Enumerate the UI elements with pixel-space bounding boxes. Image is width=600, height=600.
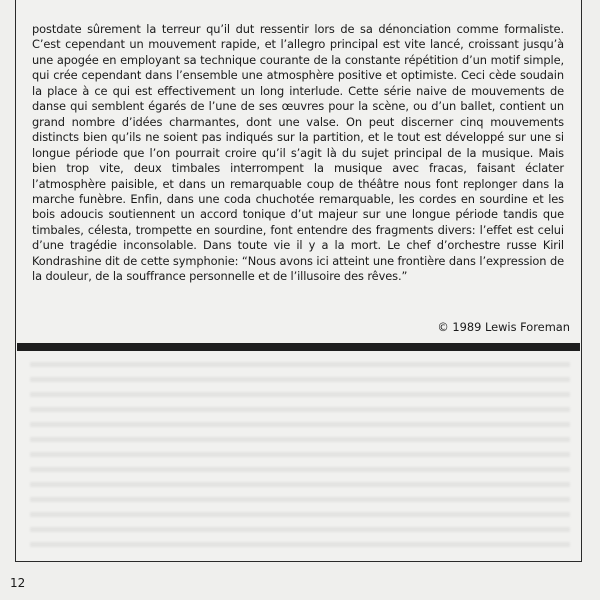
article-body: postdate sûrement la terreur qu’il dut ressentir lors de sa dénonciation comme formaliste. C’est cependant un mouvement rapide, et l’allegro principal est vite lancé, croissant jusqu’à une apogée en employant sa technique courante de la constante répétition d’un motif simple, qui crée cependant dans l’ensemble une atmosphère positive et optimiste. Ceci cède soudain la place à ce qui est effectivement un long interlude. Cette série naive de mouvements de danse qui semblent égarés de l’une de ses œuvres pour la scène, ou d’un ballet, contient un grand nombre d’idées charmantes, dont une valse. On peut discerner cinq mouvements distincts bien qu’ils ne soient pas indiqués sur la partition, et le tout est développé sur une si longue période que l’on pourrait croire qu’il s’agit là du sujet principal de la musique. Mais bien trop vite, deux timbales interrompent la musique avec fracas, faisant éclater l’atmosphère paisible, et dans un remarquable coup de théâtre nous font replonger dans la marche funèbre. Enfin, dans une coda chuchotée remarquable, les cordes en sourdine et les bois adoucis soutiennent un accord tonique d’ut majeur sur une longue période tandis que timbales, célesta, trompette en sourdine, font entendre des fragments divers: l’effet est celui d’une tragédie inconsolable. Dans toute vie il y a la mort. Le chef d’orchestre russe Kiril Kondrashine dit de cette symphonie: “Nous avons ici atteint une frontière dans l’expression de la douleur, de la souffrance personnelle et de l’illusoire des rêves.” [32, 22, 564, 284]
page-number: 12 [10, 576, 26, 590]
copyright-credit: © 1989 Lewis Foreman [437, 320, 570, 334]
show-through-texture [30, 362, 570, 552]
section-divider [17, 343, 580, 351]
